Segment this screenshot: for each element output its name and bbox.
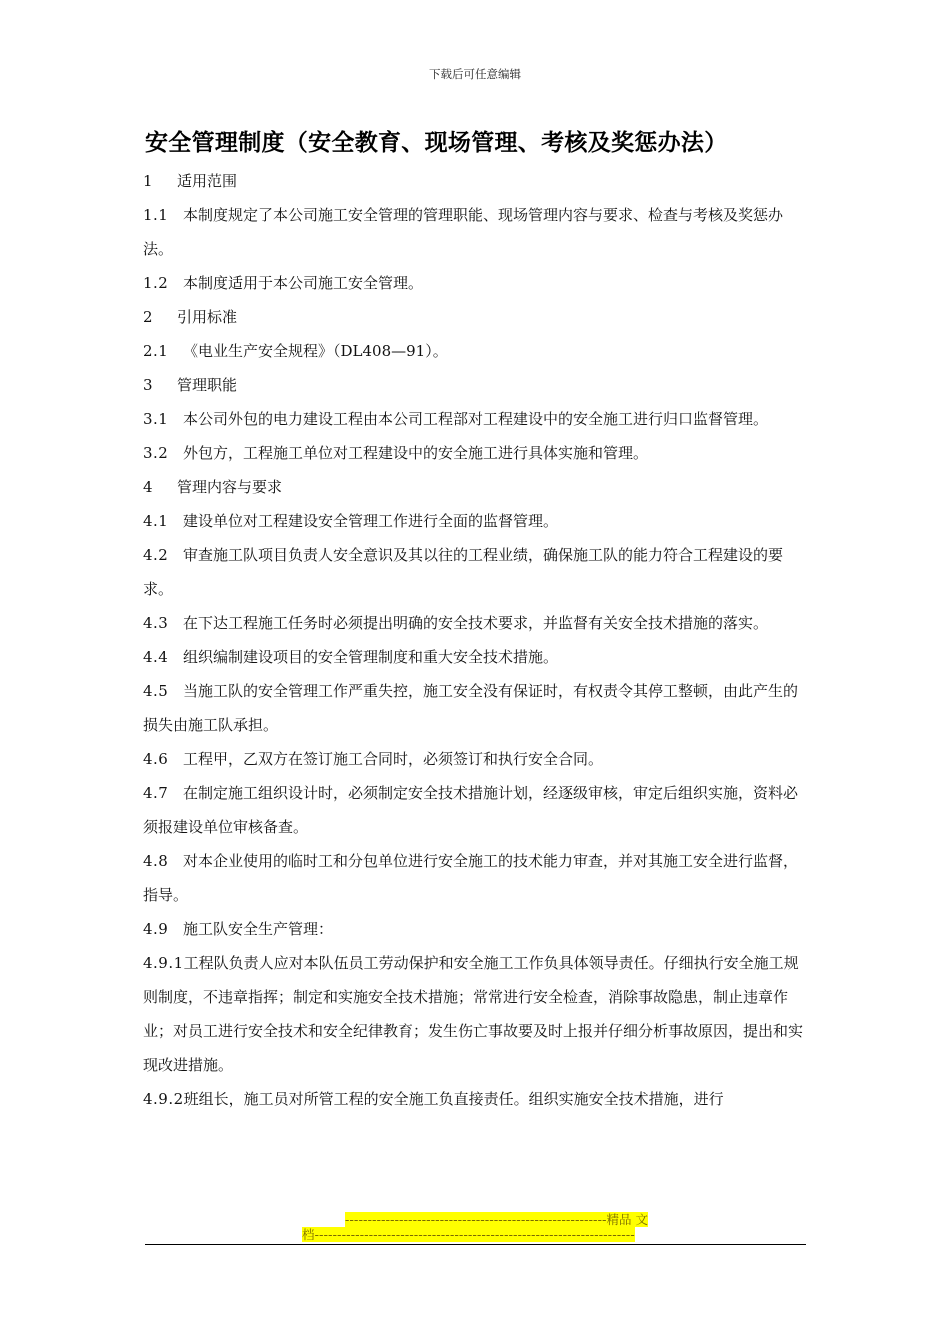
clause-paragraph — [143, 640, 811, 674]
subclause-number: 4.9.2 — [143, 1090, 184, 1108]
footer-watermark-line-2 — [302, 1227, 648, 1242]
header-note: 下载后可任意编辑 — [429, 67, 521, 81]
clause-number: 4.4 — [143, 648, 169, 666]
clause-paragraph — [143, 538, 811, 606]
clause-text: 本制度规定了本公司施工安全管理的管理职能、现场管理内容与要求、检查与考核及奖惩办法。 — [143, 206, 784, 258]
clause-number: 2.1 — [143, 342, 169, 360]
footer-watermark-text-2: 档----------------------------------------------------------------------- — [302, 1227, 635, 1242]
subclause-text: 班组长，施工员对所管工程的安全施工负直接责任。组织实施安全技术措施，进行 — [183, 1090, 724, 1108]
footer-watermark-line-1 — [302, 1212, 648, 1227]
section-heading — [143, 368, 811, 402]
clause-number: 4.8 — [143, 852, 169, 870]
clause-number: 4.5 — [143, 682, 169, 700]
clause-text: 工程甲，乙双方在签订施工合同时，必须签订和执行安全合同。 — [183, 750, 604, 768]
clause-paragraph — [143, 334, 811, 368]
clause-paragraph — [143, 198, 811, 266]
section-text: 适用范围 — [177, 172, 238, 190]
section-heading — [143, 164, 811, 198]
clause-number: 4.9 — [143, 920, 169, 938]
clause-text: 审查施工队项目负责人安全意识及其以往的工程业绩，确保施工队的能力符合工程建设的要求。 — [143, 546, 784, 598]
section-text: 管理内容与要求 — [177, 478, 283, 496]
clause-text: 在下达工程施工任务时必须提出明确的安全技术要求，并监督有关安全技术措施的落实。 — [183, 614, 769, 632]
clause-paragraph — [143, 504, 811, 538]
clause-paragraph — [143, 844, 811, 912]
document-body — [143, 164, 811, 1116]
section-heading — [143, 300, 811, 334]
clause-number: 4.3 — [143, 614, 169, 632]
subclause-paragraph — [143, 1082, 811, 1116]
clause-paragraph — [143, 674, 811, 742]
clause-text: 《电业生产安全规程》（DL408—91）。 — [183, 342, 448, 360]
section-number: 4 — [143, 478, 154, 496]
clause-paragraph — [143, 436, 811, 470]
clause-paragraph — [143, 402, 811, 436]
clause-number: 4.6 — [143, 750, 169, 768]
footer-divider — [145, 1244, 806, 1245]
clause-number: 1.1 — [143, 206, 169, 224]
clause-number: 3.2 — [143, 444, 169, 462]
clause-paragraph — [143, 266, 811, 300]
clause-paragraph — [143, 606, 811, 640]
clause-number: 4.7 — [143, 784, 169, 802]
clause-number: 4.1 — [143, 512, 169, 530]
subclause-text: 工程队负责人应对本队伍员工劳动保护和安全施工工作负具体领导责任。仔细执行安全施工规则制度，不违章指挥；制定和实施安全技术措施；常常进行安全检查，消除事故隐患，制止违章作业；对员工进行安全技术和安全纪律教育；发生伤亡事故要及时上报并仔细分析事故原因，提出和实现改进措施。 — [143, 954, 804, 1074]
clause-paragraph — [143, 912, 811, 946]
section-number: 1 — [143, 172, 154, 190]
clause-text: 外包方，工程施工单位对工程建设中的安全施工进行具体实施和管理。 — [183, 444, 649, 462]
section-number: 3 — [143, 376, 154, 394]
section-text: 管理职能 — [177, 376, 238, 394]
section-heading — [143, 470, 811, 504]
clause-number: 4.2 — [143, 546, 169, 564]
clause-number: 3.1 — [143, 410, 169, 428]
clause-text: 对本企业使用的临时工和分包单位进行安全施工的技术能力审查，并对其施工安全进行监督，指导。 — [143, 852, 799, 904]
clause-text: 施工队安全生产管理： — [183, 920, 334, 938]
section-number: 2 — [143, 308, 154, 326]
clause-text: 在制定施工组织设计时，必须制定安全技术措施计划，经逐级审核，审定后组织实施，资料必须报建设单位审核备查。 — [143, 784, 799, 836]
clause-text: 建设单位对工程建设安全管理工作进行全面的监督管理。 — [183, 512, 559, 530]
clause-text: 本公司外包的电力建设工程由本公司工程部对工程建设中的安全施工进行归口监督管理。 — [183, 410, 769, 428]
subclause-paragraph — [143, 946, 811, 1082]
clause-paragraph — [143, 742, 811, 776]
document-title: 安全管理制度（安全教育、现场管理、考核及奖惩办法） — [145, 130, 728, 156]
clause-number: 1.2 — [143, 274, 169, 292]
footer-watermark-text-1: ----------------------------------------------------------精品 文 — [344, 1212, 648, 1227]
section-text: 引用标准 — [177, 308, 238, 326]
clause-text: 本制度适用于本公司施工安全管理。 — [183, 274, 424, 292]
clause-paragraph — [143, 776, 811, 844]
subclause-number: 4.9.1 — [143, 954, 184, 972]
clause-text: 当施工队的安全管理工作严重失控，施工安全没有保证时，有权责令其停工整顿，由此产生的损失由施工队承担。 — [143, 682, 799, 734]
clause-text: 组织编制建设项目的安全管理制度和重大安全技术措施。 — [183, 648, 559, 666]
